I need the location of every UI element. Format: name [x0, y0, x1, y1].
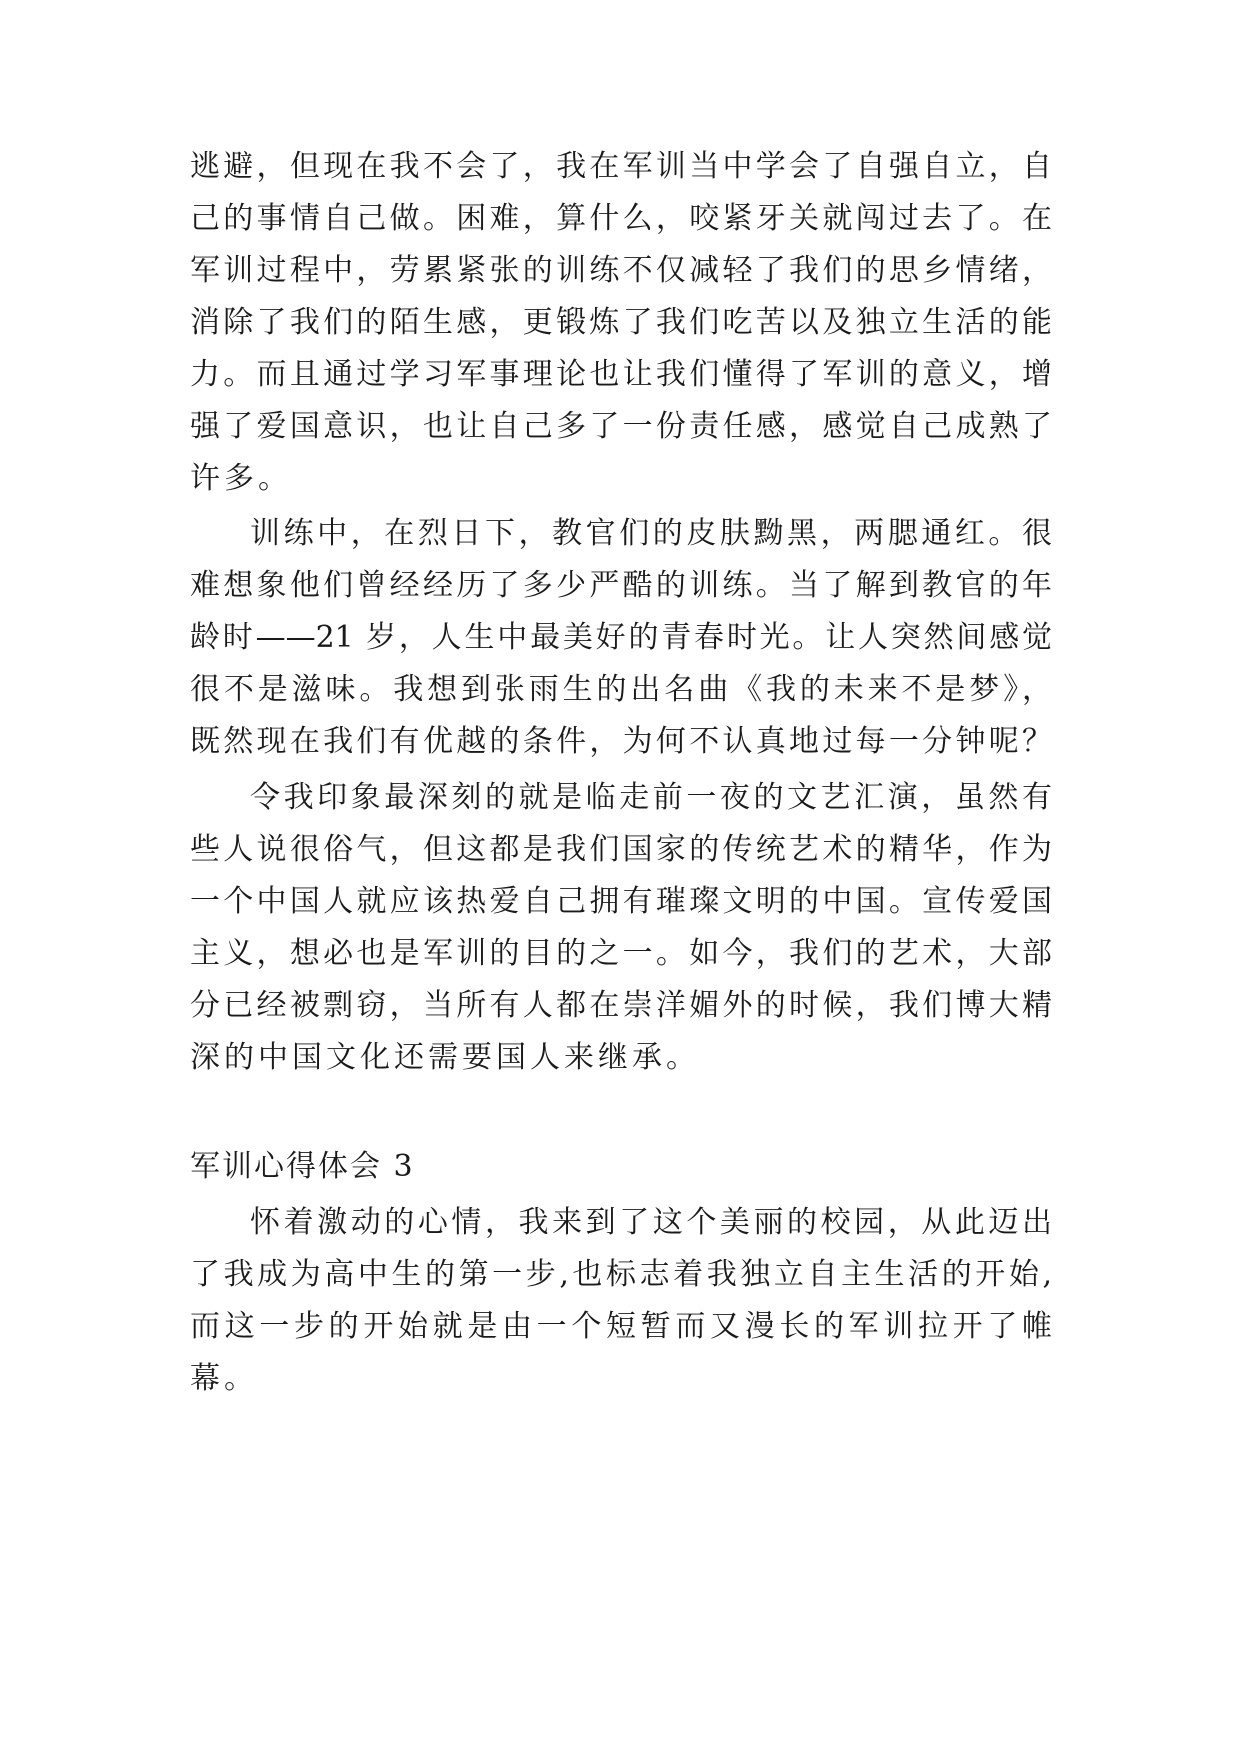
text-line: 消除了我们的陌生感，更锻炼了我们吃苦以及独立生活的能 [190, 305, 1052, 340]
text-line: 怀着激动的心情，我来到了这个美丽的校园，从此迈出 [250, 1205, 1052, 1240]
text-line: 主义，想必也是军训的目的之一。如今，我们的艺术，大部 [190, 936, 1052, 971]
text-line: 令我印象最深刻的就是临走前一夜的文艺汇演，虽然有 [250, 780, 1052, 815]
text-line: 许多。 [190, 461, 292, 496]
text-line: 难想象他们曾经经历了多少严酷的训练。当了解到教官的年 [190, 568, 1052, 603]
text-line: 龄时——21 岁，人生中最美好的青春时光。让人突然间感觉 [190, 620, 1052, 655]
text-line: 逃避，但现在我不会了，我在军训当中学会了自强自立，自 [190, 149, 1052, 184]
text-line: 军训过程中，劳累紧张的训练不仅减轻了我们的思乡情绪， [190, 253, 1052, 288]
text-line: 力。而且通过学习军事理论也让我们懂得了军训的意义，增 [190, 357, 1052, 392]
text-line: 强了爱国意识，也让自己多了一份责任感，感觉自己成熟了 [190, 409, 1052, 444]
text-line: 深的中国文化还需要国人来继承。 [190, 1040, 700, 1075]
text-line: 幕。 [190, 1361, 258, 1396]
text-line: 既然现在我们有优越的条件，为何不认真地过每一分钟呢？ [190, 724, 1052, 759]
text-line: 些人说很俗气，但这都是我们国家的传统艺术的精华，作为 [190, 832, 1052, 867]
text-line: 一个中国人就应该热爱自己拥有璀璨文明的中国。宣传爱国 [190, 884, 1052, 919]
text-line: 了我成为高中生的第一步,也标志着我独立自主生活的开始, [190, 1257, 1052, 1292]
text-line: 而这一步的开始就是由一个短暂而又漫长的军训拉开了帷 [190, 1309, 1052, 1344]
section-heading: 军训心得体会 3 [190, 1149, 415, 1184]
text-line: 训练中，在烈日下，教官们的皮肤黝黑，两腮通红。很 [250, 516, 1052, 551]
text-line: 己的事情自己做。困难，算什么，咬紧牙关就闯过去了。在 [190, 201, 1052, 236]
text-line: 很不是滋味。我想到张雨生的出名曲《我的未来不是梦》， [190, 672, 1052, 707]
text-line: 分已经被剽窃，当所有人都在崇洋媚外的时候，我们博大精 [190, 988, 1052, 1023]
